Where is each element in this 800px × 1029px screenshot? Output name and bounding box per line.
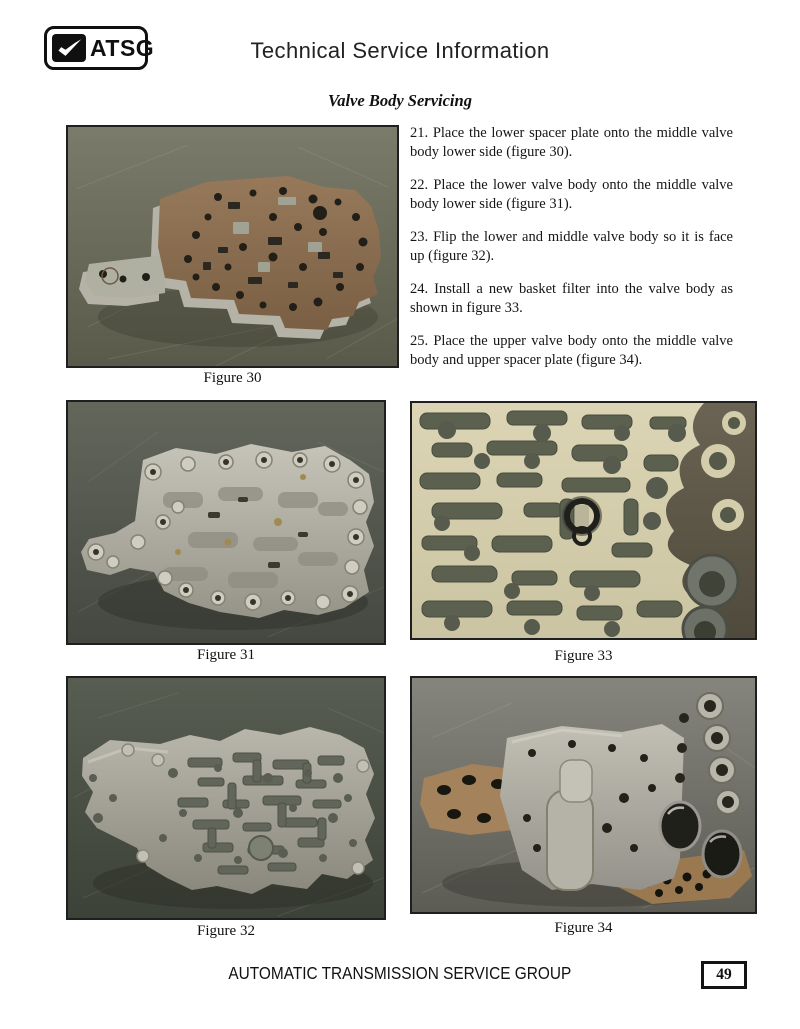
atsg-logo-text: ATSG xyxy=(90,34,155,61)
figure-33 xyxy=(410,401,757,665)
footer-text xyxy=(0,963,800,984)
figure-33-photo xyxy=(410,401,757,640)
figure-30-photo xyxy=(66,125,399,368)
page-title: Technical Service Information xyxy=(250,38,550,63)
page-number: 49 xyxy=(716,966,732,983)
figure-34-photo xyxy=(410,676,757,914)
instruction-step-23: 23. Flip the lower and middle valve body so it is face up (figure 32). xyxy=(410,229,733,264)
page-number-badge xyxy=(701,961,747,989)
instruction-step-24: 24. Install a new basket filter into the valve body as shown in figure 33. xyxy=(410,281,733,316)
instruction-step-25: 25. Place the upper valve body onto the middle valve body and upper spacer plate (figure 34). xyxy=(410,333,733,368)
figure-30-caption: Figure 30 xyxy=(203,370,262,386)
figure-31 xyxy=(66,400,386,664)
figure-31-caption: Figure 31 xyxy=(197,647,255,663)
section-title: Valve Body Servicing xyxy=(328,91,472,110)
instruction-list xyxy=(410,124,733,384)
figure-32-caption: Figure 32 xyxy=(197,923,255,939)
figure-31-photo xyxy=(66,400,386,645)
footer-text-label: AUTOMATIC TRANSMISSION SERVICE GROUP xyxy=(228,963,572,983)
figure-30 xyxy=(66,125,399,387)
figure-32-photo xyxy=(66,676,386,920)
figure-34-caption: Figure 34 xyxy=(554,920,613,936)
figure-33-caption: Figure 33 xyxy=(554,648,613,664)
figure-34 xyxy=(410,676,757,937)
figure-32 xyxy=(66,676,386,940)
instruction-step-21: 21. Place the lower spacer plate onto the middle valve body lower side (figure 30). xyxy=(410,125,733,160)
instruction-step-22: 22. Place the lower valve body onto the middle valve body lower side (figure 31). xyxy=(410,177,733,212)
